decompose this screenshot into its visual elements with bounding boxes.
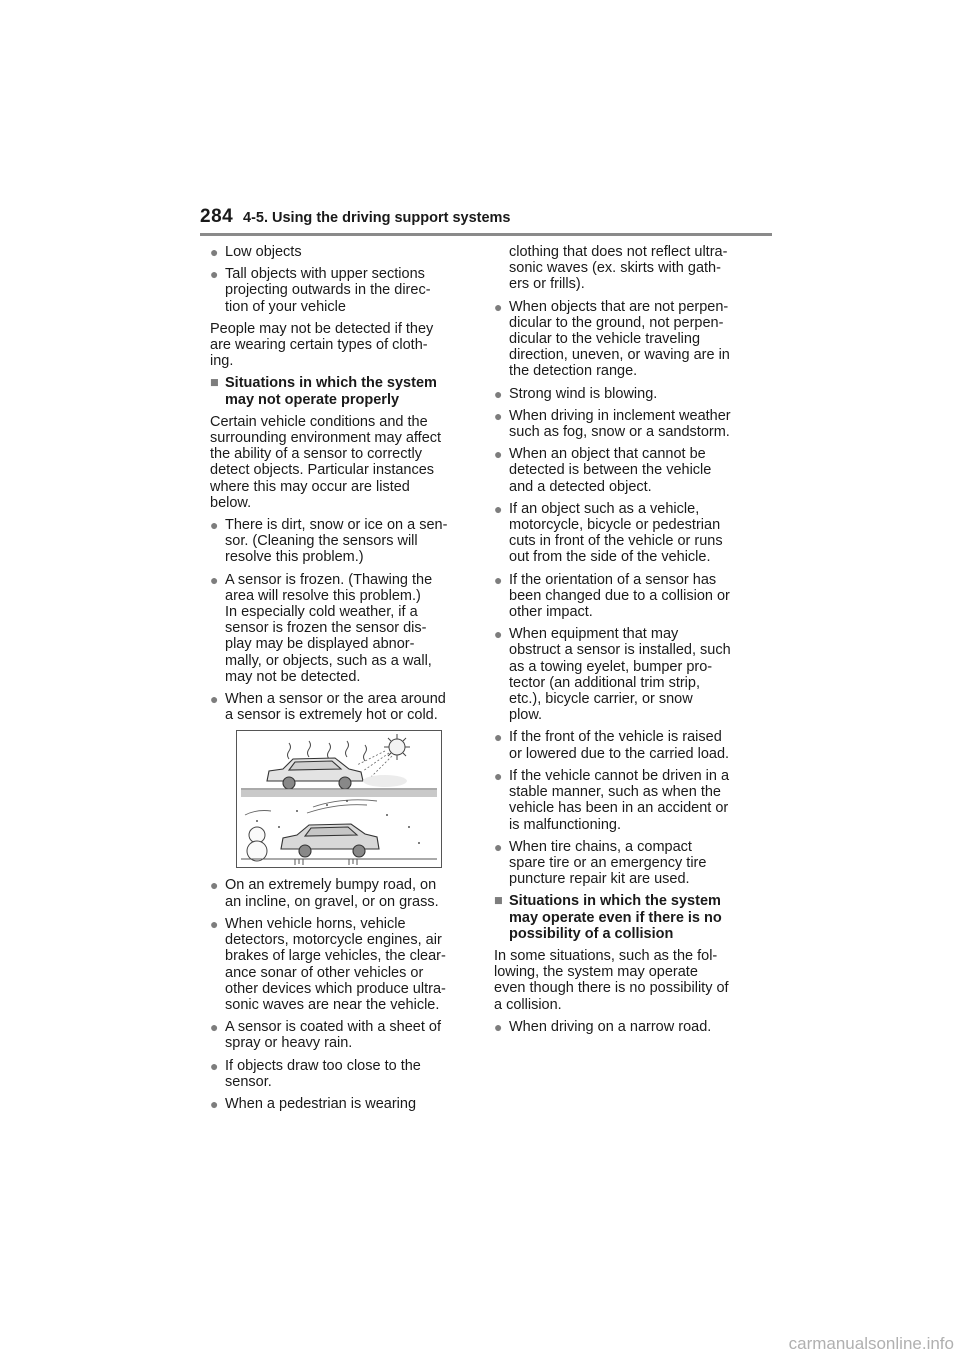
list-item-text: Low objects	[225, 244, 302, 260]
list-item-text: When tire chains, a compact spare tire or an emergency tire puncture repair kit are used.	[509, 838, 707, 888]
subsection-heading	[210, 375, 472, 407]
list-item	[210, 244, 472, 260]
page-number: 284	[200, 206, 234, 227]
bullet-icon: ●	[494, 838, 503, 855]
bullet-icon: ●	[494, 767, 503, 784]
list-item	[494, 386, 756, 402]
list-item	[210, 877, 472, 909]
list-item	[210, 572, 472, 685]
list-item-text: Strong wind is blowing.	[509, 385, 658, 402]
list-item	[210, 266, 472, 315]
list-item-text: When vehicle horns, vehicle detectors, motorcycle engines, air brakes of large vehicles, the clear- ance sonar of other vehicles or other devices which produce ultra- sonic waves are near the vehicle.	[225, 915, 446, 1013]
bullet-icon: ●	[494, 298, 503, 315]
paragraph: People may not be detected if they are wearing certain types of cloth- ing.	[210, 320, 434, 370]
bullet-icon: ●	[210, 517, 219, 534]
bullet-icon: ●	[210, 1057, 219, 1074]
list-item-text: A sensor is frozen. (Thawing the area will resolve this problem.) In especially cold weather, if a sensor is frozen the sensor dis- play may be displayed abnor- mally, or objects, such as a wall, may not be detected.	[225, 571, 433, 685]
list-item	[210, 691, 472, 723]
bullet-icon: ●	[494, 500, 503, 517]
list-item-text: When objects that are not perpen- dicular to the ground, not perpen- dicular to the vehicle traveling direction, uneven, or waving are in the detection range.	[509, 298, 730, 380]
bullet-icon: ●	[494, 446, 503, 463]
list-item-text: When driving on a narrow road.	[509, 1018, 712, 1035]
list-item-text: When an object that cannot be detected is between the vehicle and a detected object.	[509, 446, 712, 495]
list-item	[494, 446, 756, 495]
section-title: 4-5. Using the driving support systems	[243, 210, 511, 226]
paragraph: Certain vehicle conditions and the surrounding environment may affect the ability of a sensor to correctly detect objects. Particular instances where this may occur are listed below.	[210, 413, 442, 511]
subsection-heading-text: Situations in which the system may operate even if there is no possibility of a collision	[509, 893, 722, 942]
list-item	[210, 1058, 472, 1090]
list-item-text: If the orientation of a sensor has been changed due to a collision or other impact.	[509, 571, 730, 621]
list-item-text: On an extremely bumpy road, on an incline, on gravel, or on grass.	[225, 877, 439, 910]
list-item	[494, 729, 756, 761]
list-item	[210, 517, 472, 566]
left-column	[210, 244, 472, 1118]
right-column	[494, 244, 756, 1041]
list-item-text: When a pedestrian is wearing	[225, 1095, 417, 1112]
list-item-text: When driving in inclement weather such as fog, snow or a sandstorm.	[509, 407, 731, 441]
list-item-continuation: clothing that does not reflect ultra- sonic waves (ex. skirts with gath- ers or frills).	[509, 244, 728, 293]
list-item	[210, 916, 472, 1013]
sensor-conditions-illustration	[236, 730, 442, 868]
list-item	[494, 299, 756, 380]
bullet-icon: ●	[210, 266, 219, 283]
list-item-text: If objects draw too close to the sensor.	[225, 1057, 421, 1090]
list-item	[494, 408, 756, 440]
list-item	[494, 501, 756, 566]
bullet-icon: ●	[210, 571, 219, 588]
bullet-icon: ●	[494, 729, 503, 746]
paragraph: In some situations, such as the fol- lowing, the system may operate even though there is no possibility of a collision.	[494, 947, 729, 1013]
square-bullet-icon: ■	[210, 375, 219, 392]
bullet-icon: ●	[494, 407, 503, 424]
list-item-text: If the vehicle cannot be driven in a stable manner, such as when the vehicle has been in an accident or is malfunctioning.	[509, 767, 730, 833]
list-item	[494, 768, 756, 833]
bullet-icon: ●	[494, 571, 503, 588]
list-item	[210, 1096, 472, 1112]
list-item-text: When a sensor or the area around a sensor is extremely hot or cold.	[225, 691, 446, 724]
watermark-site-link[interactable]: carmanualsonline.info	[788, 1334, 954, 1353]
list-item	[494, 626, 756, 723]
bullet-icon: ●	[494, 385, 503, 402]
bullet-icon: ●	[210, 1095, 219, 1112]
list-item	[494, 839, 756, 888]
list-item-text: There is dirt, snow or ice on a sen- sor. (Cleaning the sensors will resolve this problem.)	[225, 517, 448, 566]
header-divider	[200, 233, 772, 236]
illustration-drawing	[237, 731, 441, 867]
list-item-text: If an object such as a vehicle, motorcycle, bicycle or pedestrian cuts in front of the vehicle or runs out from the side of the vehicle.	[509, 500, 723, 566]
list-item-text: A sensor is coated with a sheet of spray or heavy rain.	[225, 1019, 442, 1052]
list-item	[210, 1019, 472, 1051]
bullet-icon: ●	[210, 691, 219, 708]
bullet-icon: ●	[494, 1018, 503, 1035]
bullet-icon: ●	[494, 626, 503, 643]
list-item	[494, 1019, 756, 1035]
list-item-text: Tall objects with upper sections projecting outwards in the direc- tion of your vehicle	[225, 266, 431, 315]
bullet-icon: ●	[210, 877, 219, 894]
bullet-icon: ●	[210, 915, 219, 932]
list-item-text: When equipment that may obstruct a sensor is installed, such as a towing eyelet, bumper pro- tector (an additional trim strip, etc.), bicycle carrier, or snow plow.	[509, 626, 731, 724]
bullet-icon: ●	[210, 1019, 219, 1036]
bullet-icon: ●	[210, 244, 219, 260]
subsection-heading	[494, 893, 756, 942]
subsection-heading-text: Situations in which the system may not operate properly	[225, 375, 437, 408]
list-item	[494, 572, 756, 621]
list-item-text: If the front of the vehicle is raised or lowered due to the carried load.	[509, 729, 730, 762]
square-bullet-icon: ■	[494, 893, 503, 910]
